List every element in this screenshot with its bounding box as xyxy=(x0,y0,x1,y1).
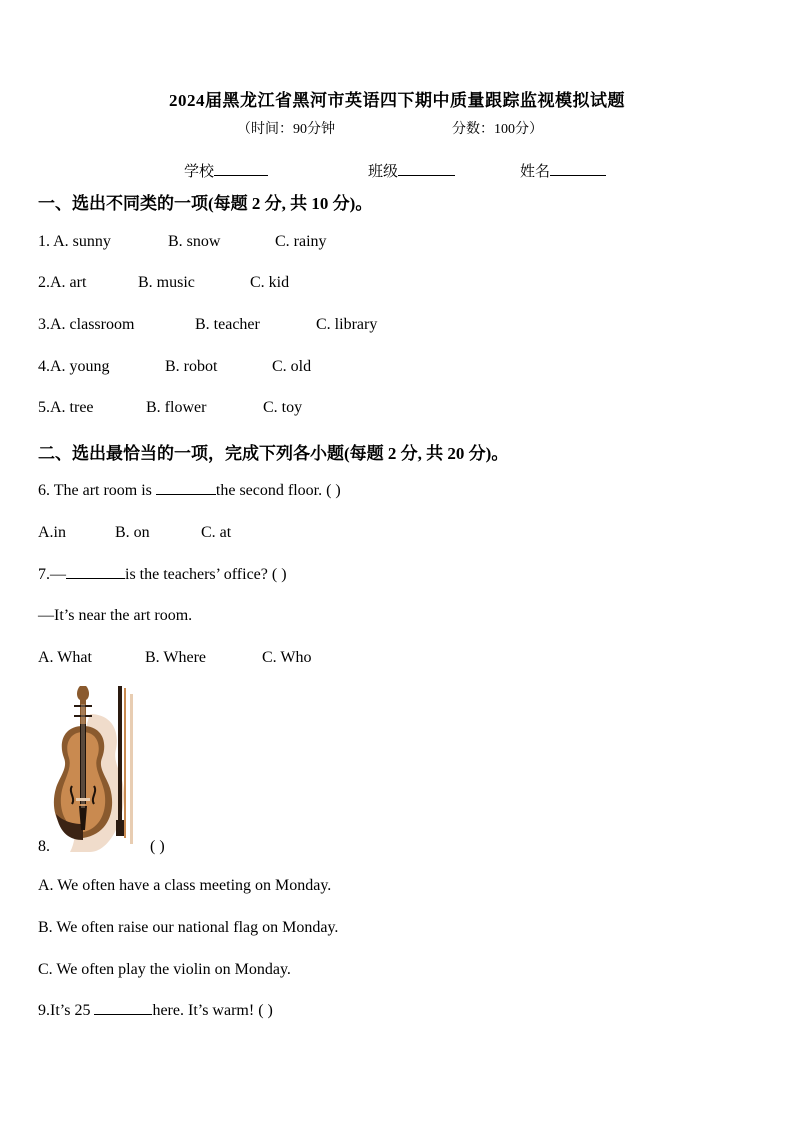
question-7-answer: —It’s near the art room. xyxy=(38,607,193,624)
class-label: 班级 xyxy=(368,164,399,180)
exam-score: 分数：100分） xyxy=(452,122,543,137)
q6-text: 6. The art room is xyxy=(38,482,156,499)
question-6 xyxy=(38,482,341,500)
question-6-options xyxy=(38,524,231,542)
school-field xyxy=(184,160,268,181)
q2-option-b: B. music xyxy=(138,274,195,291)
q9-text: 9.It’s 25 xyxy=(38,1002,95,1019)
q4-option-a: 4.A. young xyxy=(38,358,110,375)
q7-text-end: is the teachers’ office? ( ) xyxy=(125,566,287,583)
q9-text-end: here. It’s warm! ( ) xyxy=(152,1002,273,1019)
question-7-options xyxy=(38,649,311,667)
question-4 xyxy=(38,358,311,376)
name-field xyxy=(520,160,606,181)
q3-option-a: 3.A. classroom xyxy=(38,316,135,333)
q7-blank[interactable] xyxy=(66,578,125,579)
q4-option-b: B. robot xyxy=(165,358,218,375)
q5-option-b: B. flower xyxy=(146,399,207,416)
q7-text: 7.— xyxy=(38,566,66,583)
name-blank[interactable] xyxy=(550,175,606,176)
question-1 xyxy=(38,233,327,251)
section2-heading: 二、选出最恰当的一项，完成下列各小题(每题 2 分, 共 20 分)。 xyxy=(38,444,509,463)
q2-option-c: C. kid xyxy=(250,274,290,291)
question-3 xyxy=(38,316,377,334)
question-5 xyxy=(38,399,302,417)
q7-option-b: B. Where xyxy=(145,649,207,666)
section1-heading: 一、选出不同类的一项(每题 2 分, 共 10 分)。 xyxy=(38,194,373,213)
q6-option-b: B. on xyxy=(115,524,150,541)
q8-option-a: A. We often have a class meeting on Monday. xyxy=(38,877,332,894)
violin-icon xyxy=(50,684,142,856)
q6-option-c: C. at xyxy=(201,524,232,541)
page-title: 2024届黑龙江省黑河市英语四下期中质量跟踪监视模拟试题 xyxy=(169,91,625,110)
school-label: 学校 xyxy=(184,164,215,180)
q8-answer-paren: ( ) xyxy=(150,838,165,855)
q3-option-c: C. library xyxy=(316,316,378,333)
q1-option-a: 1. A. sunny xyxy=(38,233,111,250)
q6-blank[interactable] xyxy=(156,494,216,495)
q8-number: 8. xyxy=(38,838,50,855)
name-label: 姓名 xyxy=(520,164,551,180)
q8-option-c: C. We often play the violin on Monday. xyxy=(38,961,291,978)
q9-blank[interactable] xyxy=(94,1014,152,1015)
class-blank[interactable] xyxy=(398,175,455,176)
q8-option-b: B. We often raise our national flag on Monday. xyxy=(38,919,339,936)
q4-option-c: C. old xyxy=(272,358,312,375)
q1-option-c: C. rainy xyxy=(275,233,327,250)
q1-option-b: B. snow xyxy=(168,233,221,250)
exam-time: （时间：90分钟 xyxy=(237,122,335,137)
q6-text-end: the second floor. ( ) xyxy=(215,482,341,499)
question-8 xyxy=(38,838,165,856)
q5-option-a: 5.A. tree xyxy=(38,399,94,416)
question-7 xyxy=(38,566,287,584)
school-blank[interactable] xyxy=(214,175,268,176)
q2-option-a: 2.A. art xyxy=(38,274,87,291)
question-9 xyxy=(38,1002,273,1020)
q3-option-b: B. teacher xyxy=(195,316,260,333)
q7-option-a: A. What xyxy=(38,649,92,666)
q6-option-a: A.in xyxy=(38,524,66,541)
q7-option-c: C. Who xyxy=(262,649,312,666)
class-field xyxy=(368,160,455,181)
q5-option-c: C. toy xyxy=(263,399,303,416)
question-2 xyxy=(38,274,289,292)
